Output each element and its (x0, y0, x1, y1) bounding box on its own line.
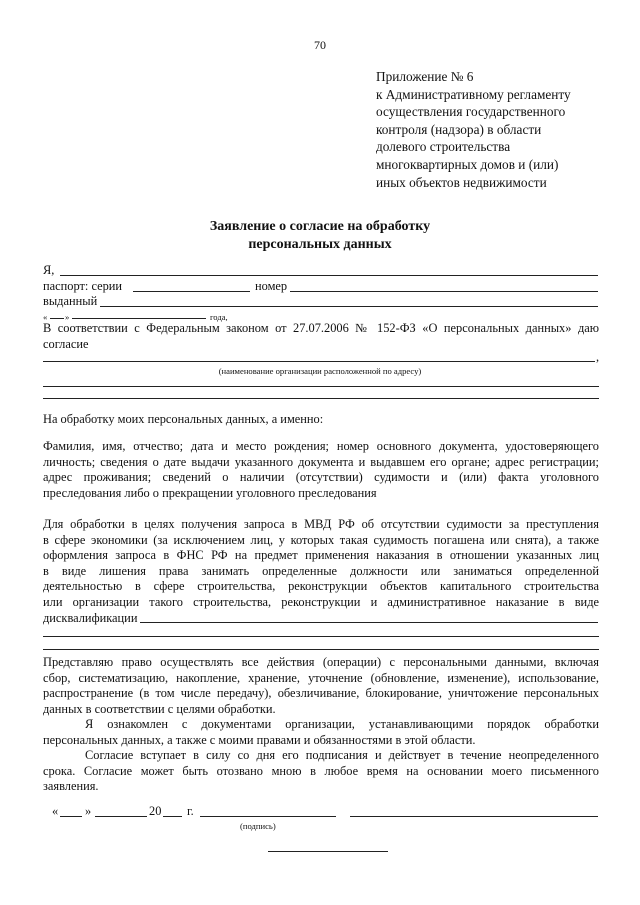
appendix-block (376, 68, 626, 191)
purpose-line: в сфере экономики (за исключением лиц, у которых такая судимость погашена или снята), а также (43, 532, 599, 547)
issue-date-quote-close: » (65, 312, 70, 322)
consent-line: В соответствии с Федеральным законом от 27.07.2006 № 152-ФЗ «О персональных данных» даю (43, 321, 599, 335)
acquainted-line: персональных данных, а также с моими правами и обязанностями в этой области. (43, 732, 476, 747)
appendix-line: Приложение № 6 (376, 69, 474, 84)
footer-divider (268, 851, 388, 852)
signature-name-field[interactable] (350, 816, 598, 817)
purpose-line: оформления запроса в ФНС РФ на предмет применения наказания в отношении указанных лиц (43, 548, 599, 563)
passport-number-field[interactable] (290, 291, 598, 292)
acquainted-line: Я ознакомлен с документами организации, устанавливающими порядок обработки (85, 717, 599, 731)
signature-field[interactable] (200, 816, 336, 817)
sign-day-field[interactable] (60, 816, 82, 817)
consent-line: согласие (43, 336, 89, 351)
issue-month-year-field[interactable] (72, 318, 206, 319)
year-label: года, (210, 312, 228, 322)
validity-line: Согласие вступает в силу со дня его подписания и действует в течение неопределенного (85, 748, 599, 762)
organization-field[interactable] (43, 361, 595, 362)
organization-caption: (наименование организации расположенной по адресу) (218, 366, 422, 376)
purpose-line: или организации такого строительства, реконструкции и административное наказание в виде (43, 594, 599, 609)
purpose-line: в виде лишения права занимать определенные должности или заниматься определенной (43, 563, 599, 578)
passport-series-label: паспорт: серии (43, 279, 123, 293)
page-number: 70 (314, 38, 326, 52)
personal-data-list (43, 439, 599, 501)
data-list-line: адрес проживания; сведений о наличии (отсутствии) судимости и (или) факта уголовного (43, 470, 599, 485)
ya-label: Я, (43, 263, 55, 277)
disqualification-field[interactable] (140, 622, 598, 623)
validity-line: заявления. (43, 779, 99, 794)
issue-date-quote-open: « (43, 312, 48, 322)
passport-number-label: номер (255, 279, 288, 293)
address-field-2[interactable] (43, 398, 599, 399)
extra-field-2[interactable] (43, 649, 599, 650)
rights-line: Представляю право осуществлять все действия (операции) с персональными данными, включая (43, 655, 599, 669)
appendix-line: долевого строительства (376, 139, 511, 155)
validity-paragraph (43, 748, 599, 795)
sign-date-quote-open: « (52, 804, 59, 818)
sign-month-field[interactable] (95, 816, 147, 817)
appendix-line: многоквартирных домов и (или) (376, 156, 559, 172)
data-list-line: личность; сведения о дате выдачи указанного документа и выдавшем его органе; адрес регистрации; (43, 454, 599, 469)
appendix-line: контроля (надзора) в области (376, 121, 542, 137)
appendix-line: иных объектов недвижимости (376, 174, 547, 190)
address-field-1[interactable] (43, 386, 599, 387)
full-name-field[interactable] (60, 275, 598, 276)
sign-year-suffix: г. (187, 804, 194, 818)
sign-year-prefix: 20 (149, 804, 162, 818)
purpose-line: деятельностью в сфере строительства, реконструкции объектов капитального строительства (43, 579, 599, 594)
purpose-paragraph (43, 517, 599, 626)
sign-year-field[interactable] (163, 816, 182, 817)
purpose-line: дисквалификации (43, 610, 138, 625)
issued-by-field[interactable] (100, 306, 598, 307)
title-line-1: Заявление о согласие на обработку (209, 219, 431, 234)
acquainted-paragraph (43, 717, 599, 748)
organization-comma: , (596, 350, 600, 364)
extra-field-1[interactable] (43, 636, 599, 637)
rights-line: распространение (в том числе передачу), обезличивание, блокирование, уничтожение персональных (43, 686, 599, 701)
appendix-line: к Административному регламенту (376, 86, 571, 102)
data-list-line: преследования либо о прекращении уголовного преследования (43, 485, 377, 500)
issue-day-field[interactable] (50, 318, 64, 319)
signature-caption: (подпись) (240, 821, 276, 831)
passport-series-field[interactable] (133, 291, 250, 292)
processing-intro: На обработку моих персональных данных, а именно: (43, 412, 324, 426)
rights-line: данных в соответствии с целями обработки. (43, 701, 276, 716)
appendix-line: осуществления государственного (376, 104, 566, 120)
validity-line: срока. Согласие может быть отозвано мною в любое время на основании моего письменного (43, 763, 599, 778)
rights-paragraph (43, 655, 599, 717)
data-list-line: Фамилия, имя, отчество; дата и место рождения; номер основного документа, удостоверяющего (43, 439, 599, 453)
sign-date-quote-close: » (85, 804, 92, 818)
consent-statement (43, 321, 599, 352)
purpose-line: Для обработки в целях получения запроса в МВД РФ об отсутствии судимости за преступления (43, 517, 599, 531)
title-line-2: персональных данных (248, 237, 392, 252)
rights-line: сбор, систематизацию, накопление, хранение, уточнение (обновление, изменение), использование, (43, 670, 599, 685)
document-title (0, 218, 640, 254)
issued-label: выданный (43, 294, 98, 308)
